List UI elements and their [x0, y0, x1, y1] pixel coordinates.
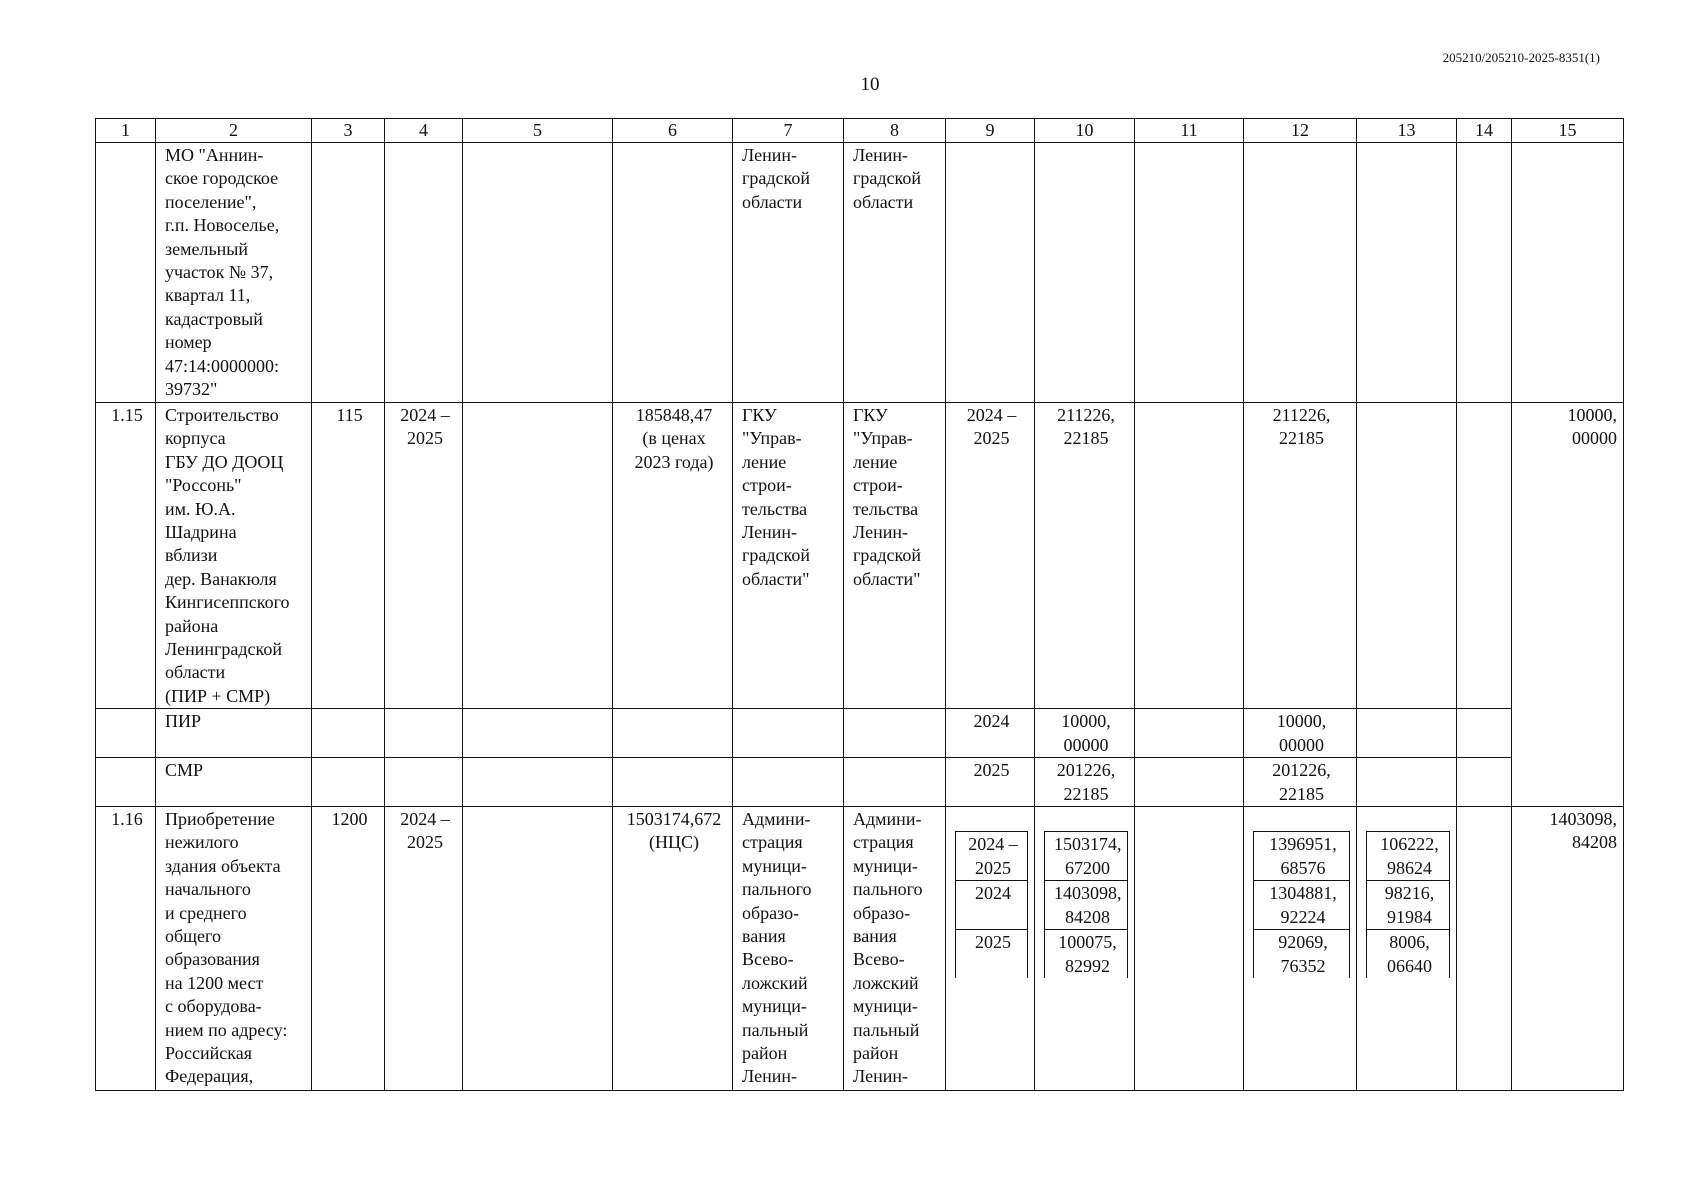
cell: [463, 143, 613, 403]
header-cell: 7: [733, 119, 844, 143]
header-cell: 8: [844, 119, 946, 143]
regional-amount-cell: 201226, 22185: [1244, 758, 1357, 807]
table-row: [96, 709, 1624, 758]
cell: [1357, 143, 1457, 403]
cell: [312, 758, 385, 807]
cell: [733, 709, 844, 758]
year-cell: 2025: [946, 758, 1035, 807]
cell: [1357, 709, 1457, 758]
developer-cell: Админи- страция муници- пального образо- вания Всево- ложский муници- пальный район Ленин-: [844, 806, 946, 1090]
capacity-cell: 1200: [312, 806, 385, 1090]
cell: [1035, 143, 1135, 403]
estimated-cost-cell: 1503174,672 (НЦС): [613, 806, 733, 1090]
developer-cell: Ленин- градской области: [844, 143, 946, 403]
cell: [96, 143, 156, 403]
cell: [312, 143, 385, 403]
amount-value: 92069, 76352: [1254, 930, 1350, 979]
cell: [613, 709, 733, 758]
row-number: 1.15: [96, 403, 156, 709]
regional-amount-cell: 10000, 00000: [1244, 709, 1357, 758]
cell: [1135, 403, 1244, 709]
header-cell: 9: [946, 119, 1035, 143]
header-cell: 11: [1135, 119, 1244, 143]
customer-cell: Админи- страция муници- пального образо- вания Всево- ложский муници- пальный район Ленин-: [733, 806, 844, 1090]
cell: [946, 143, 1035, 403]
col15-amount-cell: 1403098, 84208: [1512, 806, 1624, 1090]
cell: [844, 758, 946, 807]
stage-name-cell: ПИР: [156, 709, 312, 758]
header-cell: 10: [1035, 119, 1135, 143]
total-subtable: [1044, 831, 1128, 978]
cell: [463, 758, 613, 807]
cell: [385, 143, 463, 403]
developer-cell: ГКУ "Управ- ление строи- тельства Ленин- градской области": [844, 403, 946, 709]
cell: [96, 709, 156, 758]
amount-value: 8006, 06640: [1367, 930, 1450, 979]
table-row: [96, 758, 1624, 807]
cell: [1357, 758, 1457, 807]
row-number: 1.16: [96, 806, 156, 1090]
customer-cell: Ленин- градской области: [733, 143, 844, 403]
cell: [312, 709, 385, 758]
cell: [1135, 758, 1244, 807]
budget-table: [95, 118, 1624, 1091]
header-cell: 14: [1457, 119, 1512, 143]
object-name-cell: Строительство корпуса ГБУ ДО ДООЦ "Россонь" им. Ю.А. Шадрина вблизи дер. Ванакюля Кингисеппского района Ленинградской области (ПИР + СМР): [156, 403, 312, 709]
year-value: 2024 – 2025: [956, 832, 1028, 881]
cell: [385, 709, 463, 758]
amount-value: 100075, 82992: [1045, 930, 1128, 979]
cell: [1244, 143, 1357, 403]
cell: [733, 758, 844, 807]
cell: [1512, 143, 1624, 403]
cell: [1457, 709, 1512, 758]
col15-amount-cell: 10000, 00000: [1512, 403, 1624, 807]
cell: [1135, 806, 1244, 1090]
regional-amount-cell: 211226, 22185: [1244, 403, 1357, 709]
cell: [613, 143, 733, 403]
cell: [463, 709, 613, 758]
regional-amount-cell: [1244, 806, 1357, 1090]
header-cell: 13: [1357, 119, 1457, 143]
stage-name-cell: СМР: [156, 758, 312, 807]
amount-value: 98216, 91984: [1367, 881, 1450, 930]
object-name-cell: Приобретение нежилого здания объекта начального и среднего общего образования на 1200 мест с оборудова- нием по адресу: Российская Федерация,: [156, 806, 312, 1090]
cell: [1135, 143, 1244, 403]
header-cell: 2: [156, 119, 312, 143]
document-id: 205210/205210-2025-8351(1): [1442, 50, 1600, 65]
total-amount-cell: 211226, 22185: [1035, 403, 1135, 709]
cell: [844, 709, 946, 758]
cell: [613, 758, 733, 807]
amount-value: 1396951, 68576: [1254, 832, 1350, 881]
page-number: 10: [860, 74, 880, 95]
cell: [1357, 403, 1457, 709]
year-cell: [946, 806, 1035, 1090]
amount-value: 1403098, 84208: [1045, 881, 1128, 930]
year-value: 2025: [956, 930, 1028, 979]
cell: [1457, 758, 1512, 807]
header-cell: 1: [96, 119, 156, 143]
local-subtable: [1366, 831, 1450, 978]
table-row: [96, 403, 1624, 709]
estimated-cost-cell: 185848,47 (в ценах 2023 года): [613, 403, 733, 709]
regional-subtable: [1253, 831, 1350, 978]
header-cell: 3: [312, 119, 385, 143]
amount-value: 1304881, 92224: [1254, 881, 1350, 930]
total-amount-cell: 201226, 22185: [1035, 758, 1135, 807]
table-row: [96, 806, 1624, 1090]
amount-value: 1503174, 67200: [1045, 832, 1128, 881]
amount-value: 106222, 98624: [1367, 832, 1450, 881]
header-cell: 15: [1512, 119, 1624, 143]
local-amount-cell: [1357, 806, 1457, 1090]
cell: [1135, 709, 1244, 758]
cell: [385, 758, 463, 807]
header-cell: 4: [385, 119, 463, 143]
year-cell: 2024: [946, 709, 1035, 758]
cell: [463, 806, 613, 1090]
customer-cell: ГКУ "Управ- ление строи- тельства Ленин- градской области": [733, 403, 844, 709]
total-amount-cell: [1035, 806, 1135, 1090]
cell: [96, 758, 156, 807]
table-row: [96, 143, 1624, 403]
header-row: [96, 119, 1624, 143]
cell: [1457, 806, 1512, 1090]
cell: [1457, 403, 1512, 709]
year-value: 2024: [956, 881, 1028, 930]
period-cell: 2024 – 2025: [385, 806, 463, 1090]
cell: [1457, 143, 1512, 403]
header-cell: 12: [1244, 119, 1357, 143]
year-cell: 2024 – 2025: [946, 403, 1035, 709]
cell: [463, 403, 613, 709]
period-cell: 2024 – 2025: [385, 403, 463, 709]
object-name-cell: МО "Аннин- ское городское поселение", г.п. Новоселье, земельный участок № 37, квартал 11, кадастровый номер 47:14:0000000: 39732": [156, 143, 312, 403]
total-amount-cell: 10000, 00000: [1035, 709, 1135, 758]
capacity-cell: 115: [312, 403, 385, 709]
header-cell: 6: [613, 119, 733, 143]
year-subtable: [955, 831, 1028, 978]
header-cell: 5: [463, 119, 613, 143]
